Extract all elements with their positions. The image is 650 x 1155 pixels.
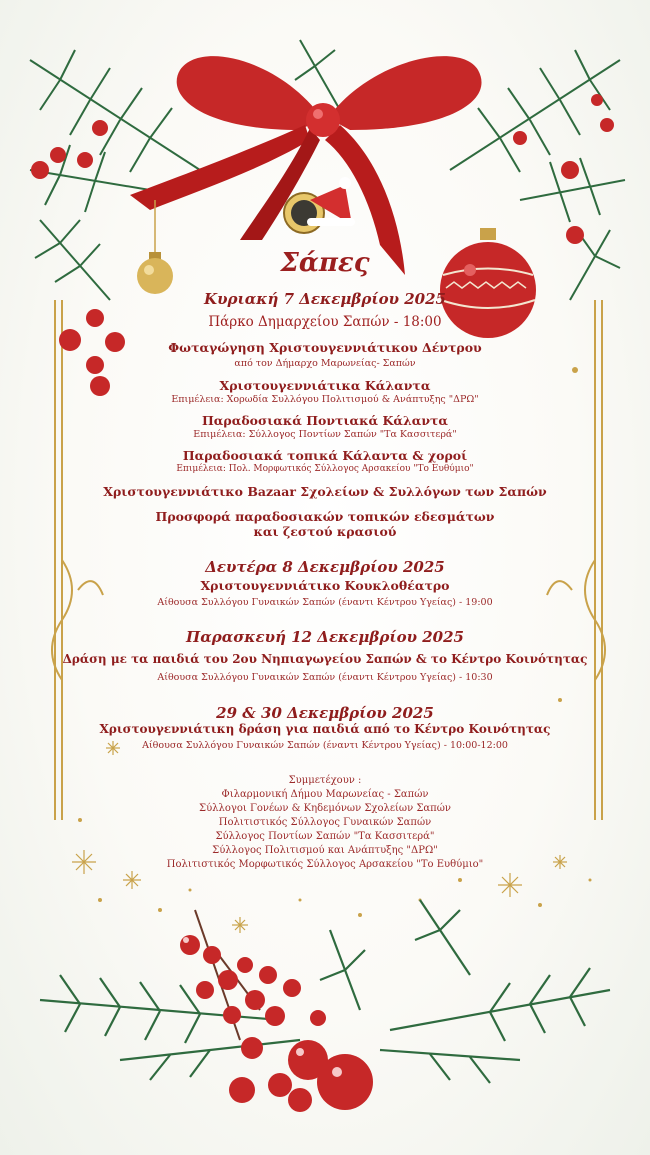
participant-item: Σύλλογος Ποντίων Σαπών "Τα Κασσιτερά"	[215, 831, 435, 842]
berries-bottom-icon	[180, 910, 373, 1112]
event-title-line2: και ζεστού κρασιού	[253, 524, 397, 539]
event-title: Χριστουγεννιάτικο Bazaar Σχολείων & Συλλόγων των Σαπών	[103, 484, 547, 499]
day4-date: 29 & 30 Δεκεμβρίου 2025	[216, 704, 434, 722]
participant-item: Πολιτιστικός Σύλλογος Γυναικών Σαπών	[218, 817, 432, 828]
event-title: Παραδοσιακά Ποντιακά Κάλαντα	[201, 413, 449, 428]
participants-heading: Συμμετέχουν :	[288, 775, 362, 786]
participant-item: Πολιτιστικός Μορφωτικός Σύλλογος Αρσακείου "Το Ευθύμιο"	[166, 859, 484, 870]
event-detail: Επιμέλεια: Σύλλογος Ποντίων Σαπών "Τα Κασσιτερά"	[193, 429, 457, 440]
red-bow-icon	[130, 56, 482, 275]
day3-place: Αίθουσα Συλλόγου Γυναικών Σαπών (έναντι Κέντρου Υγείας) - 10:30	[157, 672, 493, 683]
day4-event: Χριστουγεννιάτικη δράση για παιδιά από το Κέντρο Κοινότητας	[99, 722, 551, 736]
participant-item: Σύλλογος Πολιτισμού και Ανάπτυξης "ΔΡΩ"	[212, 845, 438, 856]
day2-place: Αίθουσα Συλλόγου Γυναικών Σαπών (έναντι Κέντρου Υγείας) - 19:00	[157, 597, 493, 608]
day2-event: Χριστουγεννιάτικο Κουκλοθέατρο	[200, 578, 450, 593]
page-title: Σάπες	[280, 248, 370, 278]
day3-date: Παρασκευή 12 Δεκεμβρίου 2025	[186, 628, 464, 646]
day2-date: Δευτέρα 8 Δεκεμβρίου 2025	[205, 558, 445, 576]
gold-ornament-icon	[137, 200, 173, 294]
participant-item: Σύλλογοι Γονέων & Κηδεμόνων Σχολείων Σαπών	[199, 803, 451, 814]
participant-item: Φιλαρμονική Δήμου Μαρωνείας - Σαπών	[221, 789, 429, 800]
event-detail: Επιμέλεια: Πολ. Μορφωτικός Σύλλογος Αρσακείου "Το Ευθύμιο"	[176, 464, 474, 474]
event-title: Παραδοσιακά τοπικά Κάλαντα & χοροί	[182, 448, 468, 463]
day1-place: Πάρκο Δημαρχείου Σαπών - 18:00	[208, 314, 442, 330]
day4-place: Αίθουσα Συλλόγου Γυναικών Σαπών (έναντι Κέντρου Υγείας) - 10:00-12:00	[142, 740, 508, 751]
day1-date: Κυριακή 7 Δεκεμβρίου 2025	[204, 290, 446, 308]
event-title: Φωταγώγηση Χριστουγεννιάτικου Δέντρου	[168, 340, 482, 355]
event-title: Προσφορά παραδοσιακών τοπικών εδεσμάτων	[155, 509, 495, 524]
day3-event: Δράση με τα παιδιά του 2ου Νηπιαγωγείου Σαπών & το Κέντρο Κοινότητας	[62, 652, 588, 666]
event-detail: Επιμέλεια: Χορωδία Συλλόγου Πολιτισμού & Ανάπτυξης "ΔΡΩ"	[171, 394, 479, 405]
event-title: Χριστουγεννιάτικα Κάλαντα	[219, 378, 431, 393]
event-detail: από τον Δήμαρχο Μαρωνείας- Σαπών	[234, 358, 416, 369]
